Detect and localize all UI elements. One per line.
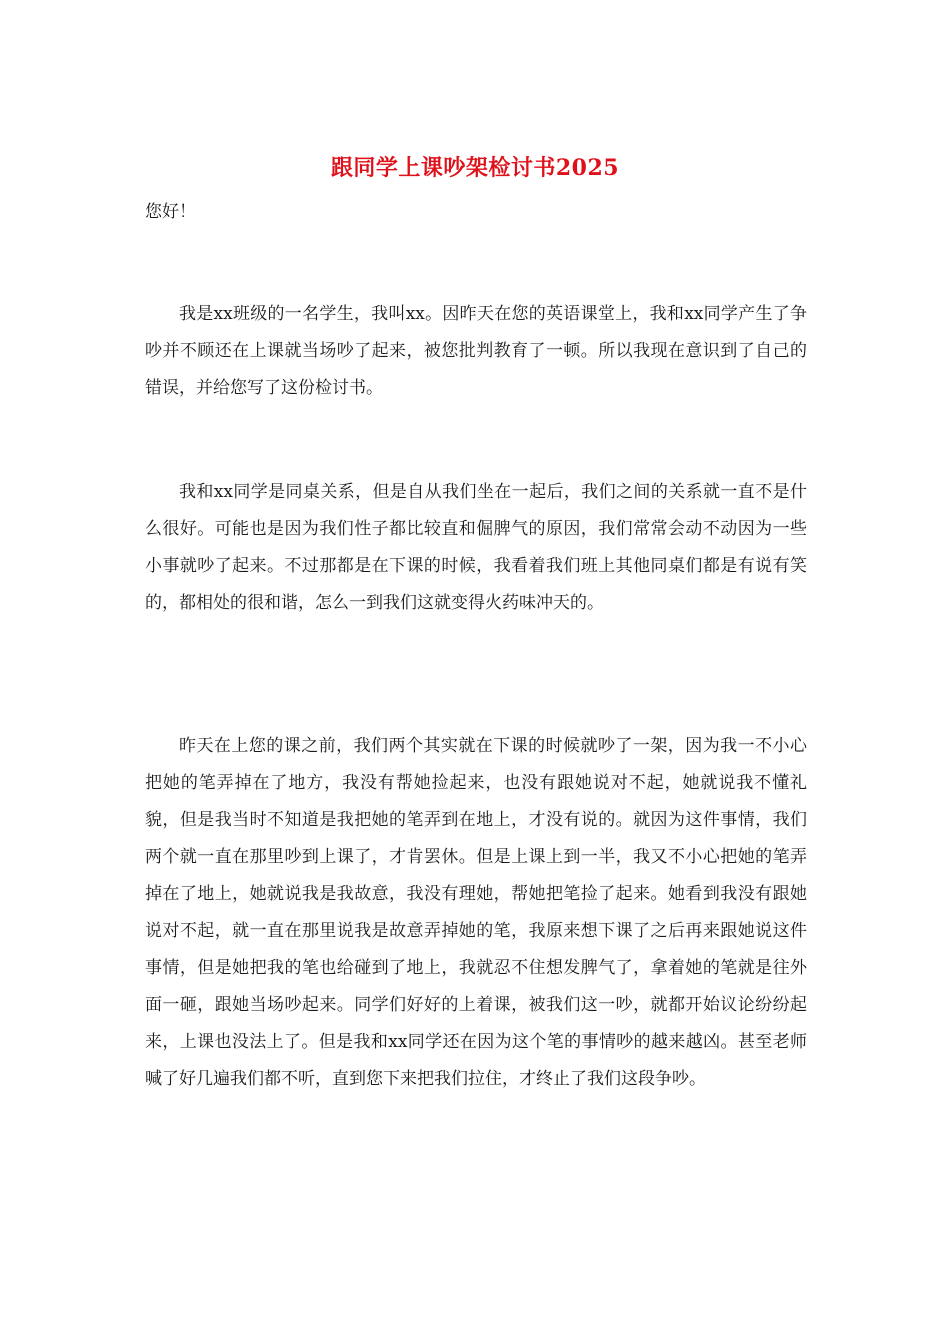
- paragraph-3: 昨天在上您的课之前，我们两个其实就在下课的时候就吵了一架，因为我一不小心把她的笔弄掉在了地方，我没有帮她捡起来，也没有跟她说对不起，她就说我不懂礼貌，但是我当时不知道是我把她的笔弄到在地上，才没有说的。就因为这件事情，我们两个就一直在那里吵到上课了，才肯罢休。但是上课上到一半，我又不小心把她的笔弄掉在了地上，她就说我是我故意，我没有理她，帮她把笔捡了起来。她看到我没有跟她说对不起，就一直在那里说我是故意弄掉她的笔，我原来想下课了之后再来跟她说这件事情，但是她把我的笔也给碰到了地上，我就忍不住想发脾气了，拿着她的笔就是往外面一砸，跟她当场吵起来。同学们好好的上着课，被我们这一吵，就都开始议论纷纷起来，上课也没法上了。但是我和xx同学还在因为这个笔的事情吵的越来越凶。甚至老师喊了好几遍我们都不听，直到您下来把我们拉住，才终止了我们这段争吵。: [145, 736, 807, 1089]
- paragraph-1: 我是xx班级的一名学生，我叫xx。因昨天在您的英语课堂上，我和xx同学产生了争吵并不顾还在上课就当场吵了起来，被您批判教育了一顿。所以我现在意识到了自己的错误，并给您写了这份检讨书。: [145, 304, 807, 398]
- paragraph-2: 我和xx同学是同桌关系，但是自从我们坐在一起后，我们之间的关系就一直不是什么很好。可能也是因为我们性子都比较直和倔脾气的原因，我们常常会动不动因为一些小事就吵了起来。不过那都是在下课的时候，我看着我们班上其他同桌们都是有说有笑的，都相处的很和谐，怎么一到我们这就变得火药味冲天的。: [145, 482, 807, 613]
- document-title: 跟同学上课吵架检讨书2025: [330, 155, 620, 181]
- greeting: 您好！: [145, 202, 196, 222]
